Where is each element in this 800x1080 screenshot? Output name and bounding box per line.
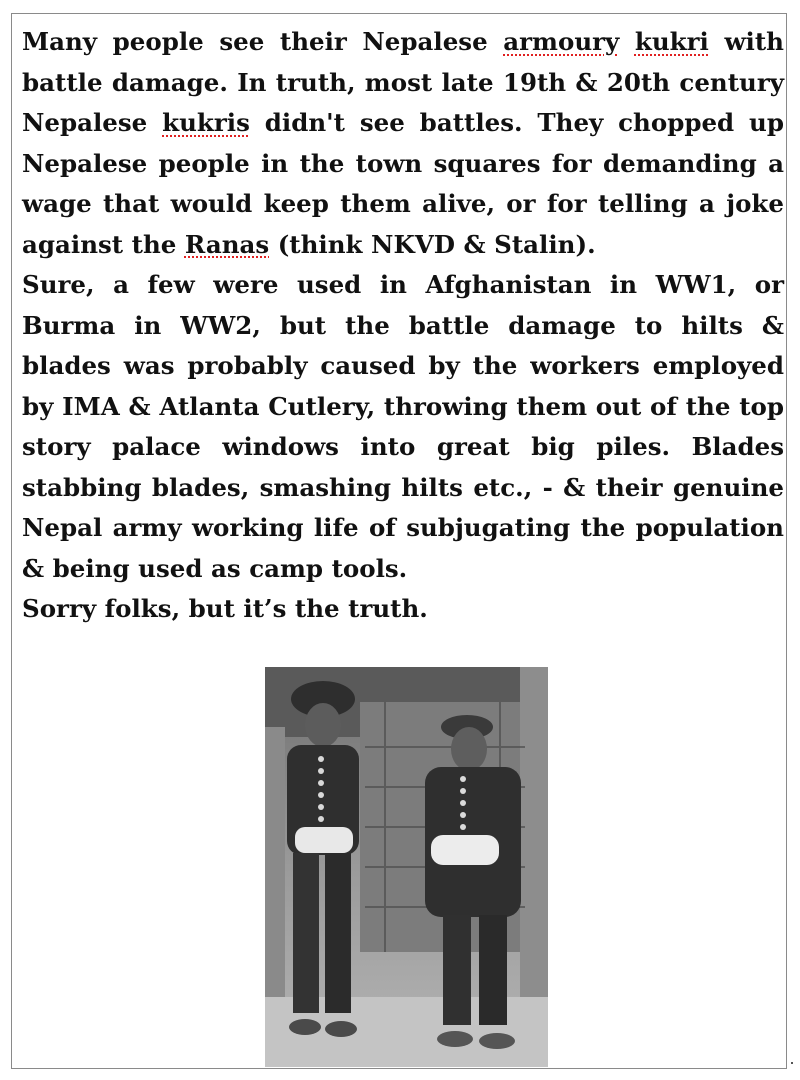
corner-mark [791,1062,793,1064]
text-run: Many people see their Nepalese [22,27,504,56]
misspelled-word-ranas[interactable]: Ranas [184,229,270,259]
misspelled-word-kukri[interactable]: kukri [634,27,709,56]
historical-photo-two-soldiers [265,667,548,1067]
photo-illustration [265,667,548,1067]
white-sash [295,827,353,853]
misspelled-word-kukris[interactable]: kukris [162,108,250,137]
misspelled-word-armoury[interactable]: armoury [503,27,620,56]
text-run: (think NKVD & Stalin). [269,229,596,259]
white-sash [431,835,499,865]
paragraph-2: Sure, a few were used in Afghanistan in WW1, or Burma in WW2, but the battle damage to hilts & blades was probably caused by the workers employed by IMA & Atlanta Cutlery, throwing them out of the top story palace windows into great big piles. Blades stabbing blades, smashing hilts etc., - & their genuine Nepal army working life of subjugating the population & being used as camp tools. [22,270,784,583]
article-body [22,22,784,630]
text-run: didn't see battles. They chopped up Nepalese people in the town squares for demanding a wage that would keep them alive, or for telling a joke against the [22,108,784,259]
paragraph-1 [22,22,784,265]
document-page [11,13,787,1069]
text-run: with battle damage. In truth, most late 19th & 20th century Nepalese [22,27,784,137]
paragraph-3: Sorry folks, but it’s the truth. [22,594,428,623]
text-run [619,27,635,56]
